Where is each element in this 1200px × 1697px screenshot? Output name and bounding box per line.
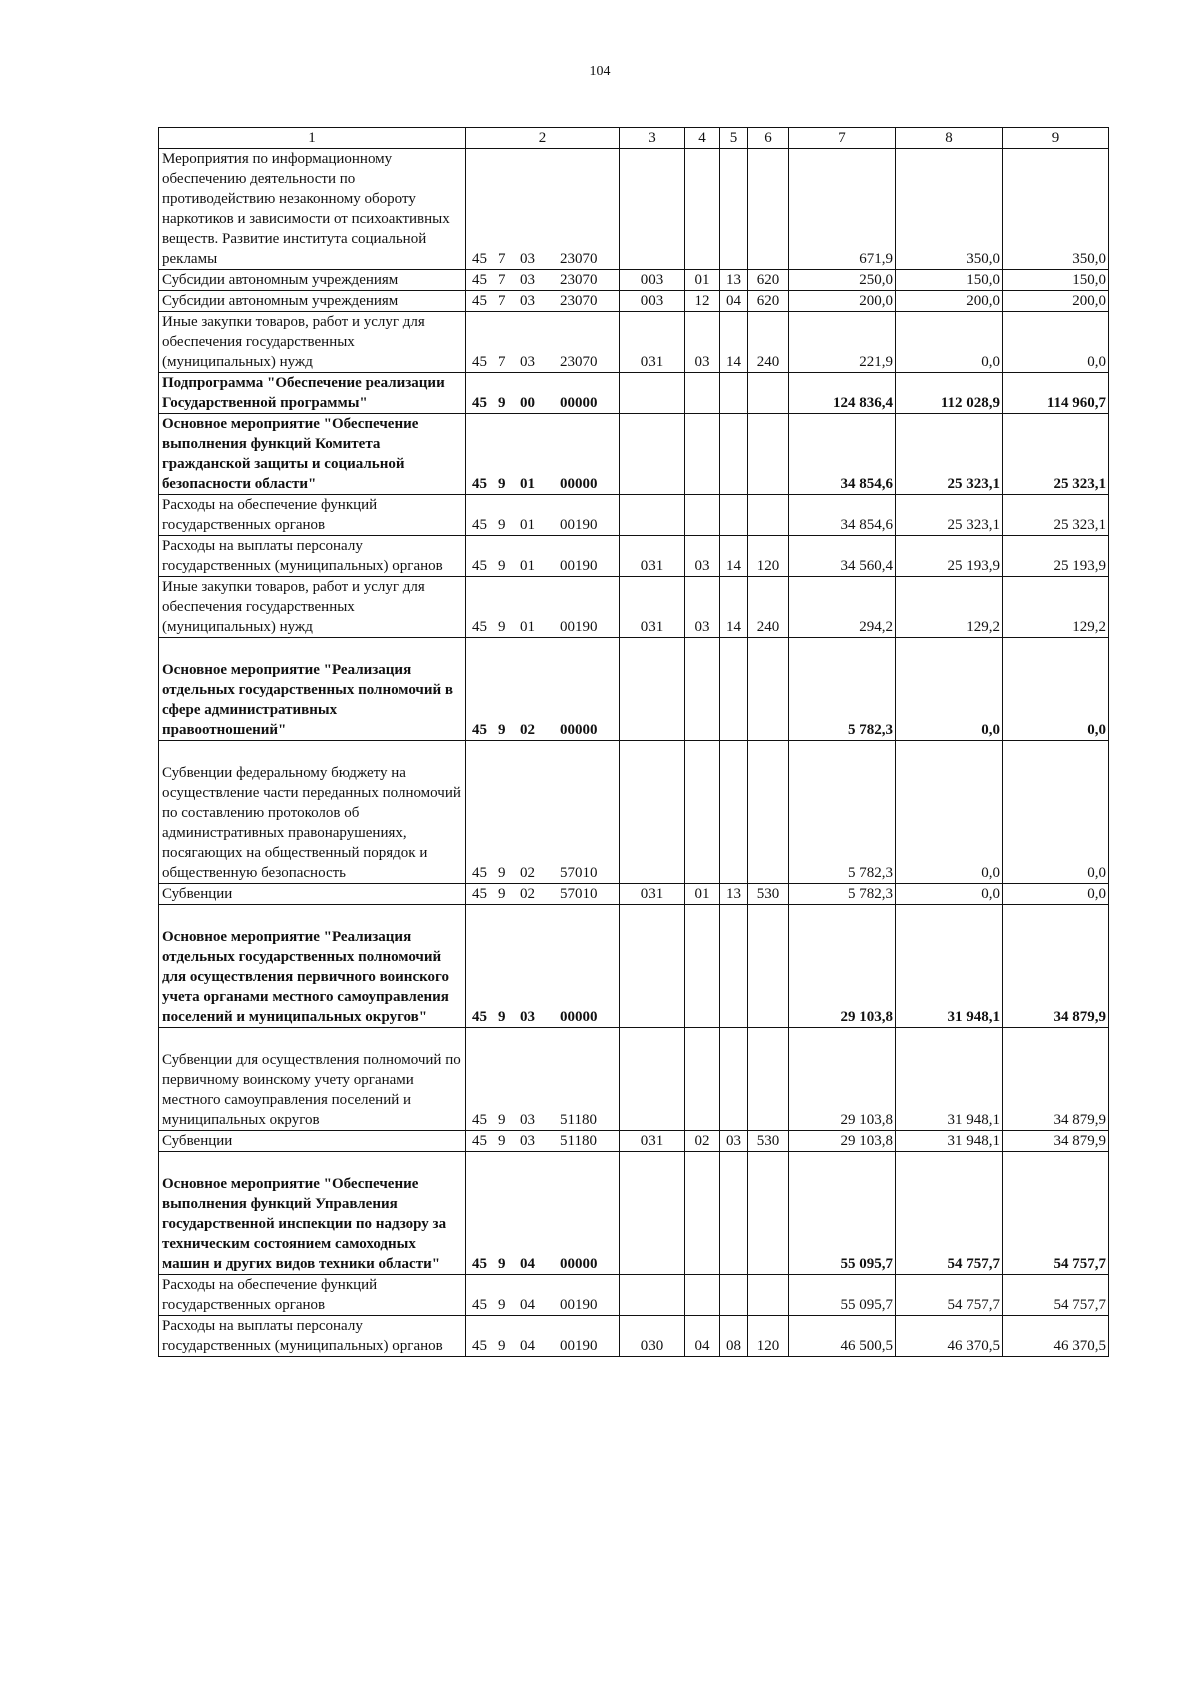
code-part-2: 9 xyxy=(498,886,506,902)
row-value-9-cell: 34 879,9 xyxy=(1003,905,1109,1028)
row-value-8-cell: 129,2 xyxy=(896,577,1003,638)
row-col-6-cell xyxy=(748,373,789,414)
code-part-3: 04 xyxy=(520,1297,535,1313)
row-name-cell: Подпрограмма "Обеспечение реализации Государственной программы" xyxy=(159,373,466,414)
budget-table xyxy=(158,127,1109,1357)
row-col-6-cell: 120 xyxy=(748,1316,789,1357)
row-col-4-cell xyxy=(685,1275,720,1316)
row-name-cell: Субсидии автономным учреждениям xyxy=(159,270,466,291)
row-value-7-cell: 55 095,7 xyxy=(789,1152,896,1275)
code-part-3: 01 xyxy=(520,619,535,635)
code-part-4: 23070 xyxy=(560,251,598,267)
row-value-7-cell: 29 103,8 xyxy=(789,1028,896,1131)
row-col-5-cell xyxy=(720,1275,748,1316)
row-col-5-cell: 13 xyxy=(720,884,748,905)
code-part-1: 45 xyxy=(472,1112,487,1128)
row-value-9-cell: 114 960,7 xyxy=(1003,373,1109,414)
row-col-4-cell xyxy=(685,373,720,414)
code-part-4: 00190 xyxy=(560,1338,598,1354)
row-value-8-cell: 0,0 xyxy=(896,312,1003,373)
row-code-cell xyxy=(466,270,620,291)
table-row xyxy=(159,1152,1109,1275)
code-part-3: 03 xyxy=(520,272,535,288)
code-part-3: 03 xyxy=(520,1133,535,1149)
row-value-9-cell: 25 323,1 xyxy=(1003,495,1109,536)
row-code-cell xyxy=(466,884,620,905)
row-name-cell: Мероприятия по информационному обеспечению деятельности по противодействию незаконному обороту наркотиков и зависимости от психоактивных веществ. Развитие института социальной рекламы xyxy=(159,149,466,270)
row-col-6-cell: 620 xyxy=(748,270,789,291)
table-row xyxy=(159,373,1109,414)
row-value-7-cell: 34 560,4 xyxy=(789,536,896,577)
code-part-4: 00190 xyxy=(560,619,598,635)
row-value-7-cell: 5 782,3 xyxy=(789,638,896,741)
row-col-6-cell xyxy=(748,1152,789,1275)
row-value-8-cell: 0,0 xyxy=(896,884,1003,905)
row-value-8-cell: 112 028,9 xyxy=(896,373,1003,414)
code-part-3: 03 xyxy=(520,1112,535,1128)
row-name-cell: Основное мероприятие "Реализация отдельных государственных полномочий в сфере административных правоотношений" xyxy=(159,638,466,741)
code-part-3: 01 xyxy=(520,476,535,492)
row-col-4-cell xyxy=(685,495,720,536)
row-value-7-cell: 294,2 xyxy=(789,577,896,638)
row-value-9-cell: 150,0 xyxy=(1003,270,1109,291)
table-row xyxy=(159,1028,1109,1131)
row-col-4-cell xyxy=(685,1152,720,1275)
code-part-2: 9 xyxy=(498,558,506,574)
row-col-3-cell: 031 xyxy=(620,536,685,577)
row-col-4-cell xyxy=(685,414,720,495)
header-cell-7: 7 xyxy=(789,128,896,149)
code-part-2: 7 xyxy=(498,251,506,267)
row-value-9-cell: 25 323,1 xyxy=(1003,414,1109,495)
row-value-8-cell: 31 948,1 xyxy=(896,905,1003,1028)
row-value-7-cell: 29 103,8 xyxy=(789,905,896,1028)
row-col-5-cell: 04 xyxy=(720,291,748,312)
row-code-cell xyxy=(466,1275,620,1316)
table-row xyxy=(159,270,1109,291)
row-col-5-cell: 08 xyxy=(720,1316,748,1357)
row-code-cell xyxy=(466,373,620,414)
row-value-8-cell: 0,0 xyxy=(896,741,1003,884)
row-value-8-cell: 350,0 xyxy=(896,149,1003,270)
row-col-5-cell: 14 xyxy=(720,577,748,638)
code-part-4: 00000 xyxy=(560,1009,598,1025)
code-part-1: 45 xyxy=(472,517,487,533)
row-value-7-cell: 5 782,3 xyxy=(789,884,896,905)
code-part-2: 9 xyxy=(498,1009,506,1025)
row-col-4-cell: 02 xyxy=(685,1131,720,1152)
code-part-2: 9 xyxy=(498,1133,506,1149)
row-name-cell: Основное мероприятие "Обеспечение выполнения функций Управления государственной инспекции по надзору за техническим состоянием самоходных машин и других видов техники области" xyxy=(159,1152,466,1275)
row-col-3-cell xyxy=(620,414,685,495)
code-part-4: 57010 xyxy=(560,865,598,881)
code-part-3: 01 xyxy=(520,517,535,533)
header-cell-5: 5 xyxy=(720,128,748,149)
row-value-9-cell: 200,0 xyxy=(1003,291,1109,312)
row-col-5-cell xyxy=(720,1028,748,1131)
row-col-6-cell xyxy=(748,741,789,884)
code-part-4: 00190 xyxy=(560,517,598,533)
row-value-9-cell: 0,0 xyxy=(1003,741,1109,884)
row-name-cell: Расходы на обеспечение функций государственных органов xyxy=(159,1275,466,1316)
row-code-cell xyxy=(466,495,620,536)
code-part-1: 45 xyxy=(472,476,487,492)
row-value-7-cell: 55 095,7 xyxy=(789,1275,896,1316)
row-value-7-cell: 46 500,5 xyxy=(789,1316,896,1357)
code-part-2: 9 xyxy=(498,517,506,533)
code-part-4: 23070 xyxy=(560,293,598,309)
row-value-8-cell: 31 948,1 xyxy=(896,1131,1003,1152)
row-name-cell: Субвенции для осуществления полномочий по первичному воинскому учету органами местного самоуправления поселений и муниципальных округов xyxy=(159,1028,466,1131)
row-value-8-cell: 150,0 xyxy=(896,270,1003,291)
row-col-3-cell: 030 xyxy=(620,1316,685,1357)
code-part-3: 03 xyxy=(520,354,535,370)
row-value-7-cell: 5 782,3 xyxy=(789,741,896,884)
code-part-3: 03 xyxy=(520,293,535,309)
row-col-6-cell: 530 xyxy=(748,1131,789,1152)
header-cell-1: 1 xyxy=(159,128,466,149)
row-value-7-cell: 221,9 xyxy=(789,312,896,373)
row-code-cell xyxy=(466,1028,620,1131)
code-part-4: 00190 xyxy=(560,1297,598,1313)
row-value-8-cell: 25 323,1 xyxy=(896,495,1003,536)
code-part-4: 57010 xyxy=(560,886,598,902)
row-code-cell xyxy=(466,149,620,270)
row-value-7-cell: 250,0 xyxy=(789,270,896,291)
row-name-cell: Расходы на выплаты персоналу государственных (муниципальных) органов xyxy=(159,536,466,577)
row-name-cell: Иные закупки товаров, работ и услуг для обеспечения государственных (муниципальных) нужд xyxy=(159,577,466,638)
row-name-cell: Субсидии автономным учреждениям xyxy=(159,291,466,312)
row-name-cell: Расходы на обеспечение функций государственных органов xyxy=(159,495,466,536)
row-col-3-cell: 003 xyxy=(620,270,685,291)
code-part-2: 9 xyxy=(498,722,506,738)
row-col-3-cell xyxy=(620,1152,685,1275)
row-code-cell xyxy=(466,1152,620,1275)
row-col-4-cell xyxy=(685,1028,720,1131)
row-col-4-cell xyxy=(685,905,720,1028)
table-row xyxy=(159,149,1109,270)
code-part-2: 9 xyxy=(498,1112,506,1128)
row-col-4-cell: 01 xyxy=(685,884,720,905)
code-part-3: 02 xyxy=(520,886,535,902)
row-value-7-cell: 671,9 xyxy=(789,149,896,270)
row-col-3-cell xyxy=(620,905,685,1028)
row-col-6-cell xyxy=(748,414,789,495)
row-col-5-cell xyxy=(720,905,748,1028)
table-row xyxy=(159,741,1109,884)
row-value-9-cell: 54 757,7 xyxy=(1003,1275,1109,1316)
code-part-2: 7 xyxy=(498,272,506,288)
table-row xyxy=(159,312,1109,373)
code-part-1: 45 xyxy=(472,395,487,411)
row-col-4-cell: 03 xyxy=(685,577,720,638)
row-col-6-cell xyxy=(748,495,789,536)
table-row xyxy=(159,495,1109,536)
code-part-3: 03 xyxy=(520,251,535,267)
code-part-1: 45 xyxy=(472,272,487,288)
row-code-cell xyxy=(466,1316,620,1357)
row-name-cell: Иные закупки товаров, работ и услуг для обеспечения государственных (муниципальных) нужд xyxy=(159,312,466,373)
code-part-2: 7 xyxy=(498,293,506,309)
code-part-1: 45 xyxy=(472,886,487,902)
row-col-5-cell xyxy=(720,149,748,270)
row-col-6-cell: 240 xyxy=(748,577,789,638)
code-part-3: 03 xyxy=(520,1009,535,1025)
row-value-9-cell: 129,2 xyxy=(1003,577,1109,638)
table-row xyxy=(159,884,1109,905)
row-col-4-cell xyxy=(685,741,720,884)
header-cell-4: 4 xyxy=(685,128,720,149)
table-row xyxy=(159,1275,1109,1316)
row-value-8-cell: 46 370,5 xyxy=(896,1316,1003,1357)
code-part-1: 45 xyxy=(472,558,487,574)
row-code-cell xyxy=(466,577,620,638)
row-code-cell xyxy=(466,905,620,1028)
row-name-cell: Основное мероприятие "Реализация отдельных государственных полномочий для осуществления первичного воинского учета органами местного самоуправления поселений и муниципальных округов" xyxy=(159,905,466,1028)
code-part-3: 00 xyxy=(520,395,535,411)
row-col-5-cell xyxy=(720,373,748,414)
row-value-9-cell: 0,0 xyxy=(1003,638,1109,741)
row-col-4-cell: 03 xyxy=(685,536,720,577)
row-col-3-cell: 031 xyxy=(620,312,685,373)
row-col-6-cell: 240 xyxy=(748,312,789,373)
row-col-4-cell: 01 xyxy=(685,270,720,291)
code-part-4: 00000 xyxy=(560,722,598,738)
row-value-9-cell: 34 879,9 xyxy=(1003,1131,1109,1152)
row-code-cell xyxy=(466,312,620,373)
header-cell-8: 8 xyxy=(896,128,1003,149)
row-value-8-cell: 54 757,7 xyxy=(896,1275,1003,1316)
header-cell-2: 2 xyxy=(466,128,620,149)
row-col-3-cell xyxy=(620,741,685,884)
row-col-6-cell: 620 xyxy=(748,291,789,312)
row-col-4-cell: 12 xyxy=(685,291,720,312)
row-col-3-cell xyxy=(620,495,685,536)
code-part-1: 45 xyxy=(472,251,487,267)
row-value-9-cell: 34 879,9 xyxy=(1003,1028,1109,1131)
code-part-3: 02 xyxy=(520,722,535,738)
row-col-3-cell xyxy=(620,373,685,414)
table-row xyxy=(159,577,1109,638)
code-part-4: 00000 xyxy=(560,476,598,492)
code-part-4: 23070 xyxy=(560,354,598,370)
row-name-cell: Расходы на выплаты персоналу государственных (муниципальных) органов xyxy=(159,1316,466,1357)
row-value-9-cell: 46 370,5 xyxy=(1003,1316,1109,1357)
table-row xyxy=(159,536,1109,577)
code-part-4: 23070 xyxy=(560,272,598,288)
row-code-cell xyxy=(466,741,620,884)
table-row xyxy=(159,638,1109,741)
row-col-5-cell: 13 xyxy=(720,270,748,291)
table-row xyxy=(159,1131,1109,1152)
row-value-8-cell: 25 193,9 xyxy=(896,536,1003,577)
code-part-2: 9 xyxy=(498,395,506,411)
row-col-6-cell: 120 xyxy=(748,536,789,577)
code-part-2: 9 xyxy=(498,1338,506,1354)
code-part-2: 9 xyxy=(498,865,506,881)
row-col-6-cell xyxy=(748,1028,789,1131)
row-col-3-cell xyxy=(620,149,685,270)
code-part-4: 51180 xyxy=(560,1133,597,1149)
row-value-9-cell: 0,0 xyxy=(1003,312,1109,373)
row-col-6-cell: 530 xyxy=(748,884,789,905)
row-name-cell: Основное мероприятие "Обеспечение выполнения функций Комитета гражданской защиты и социальной безопасности области" xyxy=(159,414,466,495)
row-col-3-cell xyxy=(620,1028,685,1131)
table-row xyxy=(159,291,1109,312)
code-part-1: 45 xyxy=(472,1256,487,1272)
row-code-cell xyxy=(466,1131,620,1152)
row-col-5-cell xyxy=(720,414,748,495)
header-cell-6: 6 xyxy=(748,128,789,149)
code-part-1: 45 xyxy=(472,1133,487,1149)
code-part-3: 04 xyxy=(520,1256,535,1272)
code-part-1: 45 xyxy=(472,293,487,309)
code-part-1: 45 xyxy=(472,1297,487,1313)
header-cell-9: 9 xyxy=(1003,128,1109,149)
row-col-3-cell: 031 xyxy=(620,577,685,638)
page-number: 104 xyxy=(589,64,611,79)
row-value-9-cell: 54 757,7 xyxy=(1003,1152,1109,1275)
row-code-cell xyxy=(466,536,620,577)
row-value-7-cell: 34 854,6 xyxy=(789,495,896,536)
row-col-3-cell: 031 xyxy=(620,1131,685,1152)
row-col-5-cell: 14 xyxy=(720,312,748,373)
code-part-1: 45 xyxy=(472,1009,487,1025)
row-value-7-cell: 29 103,8 xyxy=(789,1131,896,1152)
row-name-cell: Субвенции xyxy=(159,884,466,905)
code-part-3: 01 xyxy=(520,558,535,574)
row-col-3-cell: 031 xyxy=(620,884,685,905)
row-col-3-cell xyxy=(620,638,685,741)
row-col-6-cell xyxy=(748,638,789,741)
row-name-cell: Субвенции xyxy=(159,1131,466,1152)
table-row xyxy=(159,905,1109,1028)
table-row xyxy=(159,1316,1109,1357)
code-part-1: 45 xyxy=(472,354,487,370)
table-header-row xyxy=(159,128,1109,149)
header-cell-3: 3 xyxy=(620,128,685,149)
code-part-1: 45 xyxy=(472,722,487,738)
row-value-8-cell: 54 757,7 xyxy=(896,1152,1003,1275)
row-col-4-cell xyxy=(685,638,720,741)
row-value-8-cell: 31 948,1 xyxy=(896,1028,1003,1131)
row-col-5-cell xyxy=(720,495,748,536)
code-part-2: 9 xyxy=(498,619,506,635)
row-name-cell: Субвенции федеральному бюджету на осуществление части переданных полномочий по составлению протоколов об административных правонарушениях, посягающих на общественный порядок и общественную безопасность xyxy=(159,741,466,884)
row-col-5-cell xyxy=(720,1152,748,1275)
row-col-4-cell: 04 xyxy=(685,1316,720,1357)
row-col-4-cell: 03 xyxy=(685,312,720,373)
row-value-9-cell: 0,0 xyxy=(1003,884,1109,905)
row-code-cell xyxy=(466,291,620,312)
code-part-2: 9 xyxy=(498,1297,506,1313)
row-code-cell xyxy=(466,414,620,495)
row-value-7-cell: 200,0 xyxy=(789,291,896,312)
code-part-4: 00000 xyxy=(560,395,598,411)
row-value-9-cell: 350,0 xyxy=(1003,149,1109,270)
row-value-8-cell: 0,0 xyxy=(896,638,1003,741)
row-value-8-cell: 200,0 xyxy=(896,291,1003,312)
code-part-2: 7 xyxy=(498,354,506,370)
row-col-5-cell xyxy=(720,638,748,741)
row-col-3-cell: 003 xyxy=(620,291,685,312)
row-col-6-cell xyxy=(748,149,789,270)
row-col-5-cell: 03 xyxy=(720,1131,748,1152)
code-part-4: 51180 xyxy=(560,1112,597,1128)
code-part-1: 45 xyxy=(472,619,487,635)
code-part-3: 02 xyxy=(520,865,535,881)
row-col-5-cell xyxy=(720,741,748,884)
row-col-6-cell xyxy=(748,1275,789,1316)
code-part-1: 45 xyxy=(472,865,487,881)
row-value-7-cell: 34 854,6 xyxy=(789,414,896,495)
row-col-5-cell: 14 xyxy=(720,536,748,577)
row-value-7-cell: 124 836,4 xyxy=(789,373,896,414)
row-value-9-cell: 25 193,9 xyxy=(1003,536,1109,577)
row-code-cell xyxy=(466,638,620,741)
code-part-1: 45 xyxy=(472,1338,487,1354)
code-part-4: 00190 xyxy=(560,558,598,574)
code-part-4: 00000 xyxy=(560,1256,598,1272)
row-col-4-cell xyxy=(685,149,720,270)
table-row xyxy=(159,414,1109,495)
row-col-6-cell xyxy=(748,905,789,1028)
budget-table-container xyxy=(158,127,1109,1357)
code-part-2: 9 xyxy=(498,476,506,492)
code-part-2: 9 xyxy=(498,1256,506,1272)
row-col-3-cell xyxy=(620,1275,685,1316)
code-part-3: 04 xyxy=(520,1338,535,1354)
row-value-8-cell: 25 323,1 xyxy=(896,414,1003,495)
